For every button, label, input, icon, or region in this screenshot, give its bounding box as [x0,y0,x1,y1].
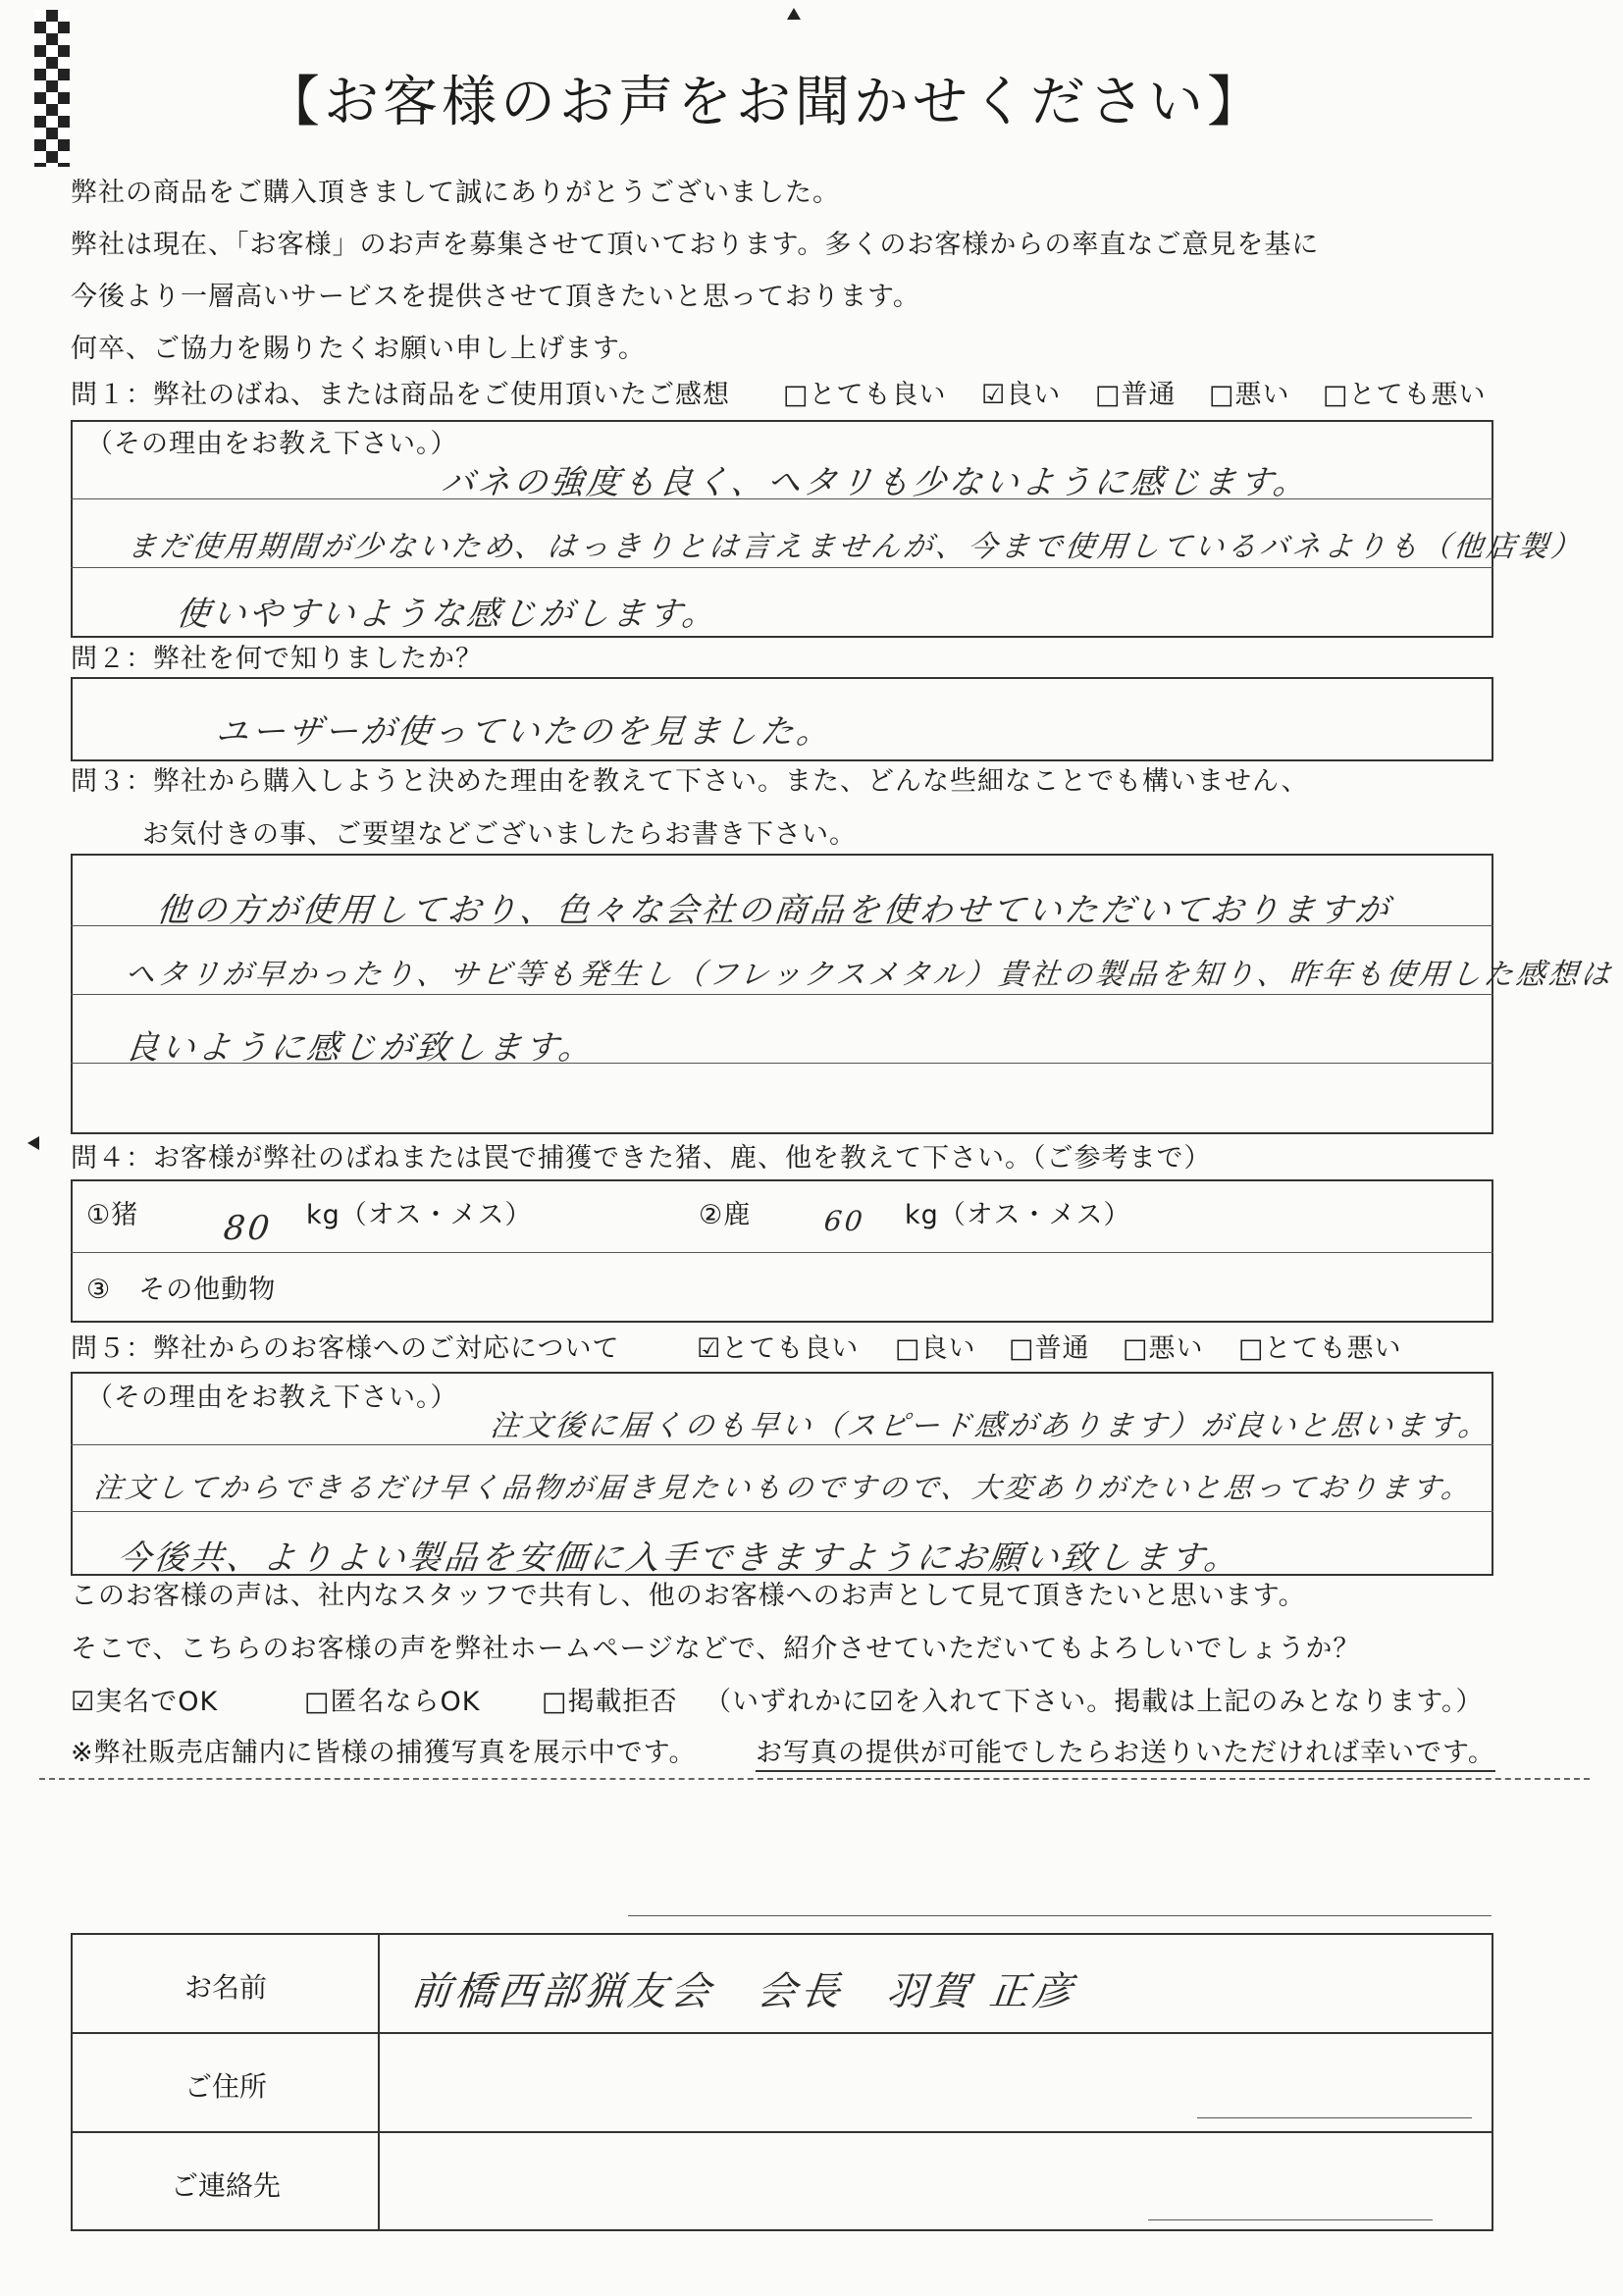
q3-question-line-2: お気付きの事、ご要望などございましたらお書き下さい。 [142,819,857,850]
consent-line-1: このお客様の声は、社内なスタッフで共有し、他のお客様へのお声として見て頂きたいと思います。 [71,1581,1306,1611]
q5-answer-line-2: 注文してからできるだけ早く品物が届き見たいものですので、大変ありがたいと思っております。 [92,1471,1475,1504]
intro-line-1: 弊社の商品をご購入頂きまして誠にありがとうございました。 [71,178,840,208]
q4-item2-unit: kg（オス・メス） [905,1200,1131,1230]
photo-note-prefix: ※弊社販売店舗内に皆様の捕獲写真を展示中です。 [71,1738,697,1768]
q5-option-very-good[interactable]: ☑とても良い [697,1333,860,1364]
consent-line-2: そこで、こちらのお客様の声を弊社ホームページなどで、紹介させていただいてもよろしいでしょうか？ [71,1634,1361,1664]
q3-question-line-1: 問３：弊社から購入しようと決めた理由を教えて下さい。また、どんな些細なことでも構いません、 [71,766,1309,797]
address-value[interactable] [393,2049,1472,2108]
intro-line-4: 何卒、ご協力を賜りたくお願い申し上げます。 [71,334,646,364]
q5-option-very-bad[interactable]: □とても悪い [1238,1333,1402,1364]
name-label: お名前 [183,1971,267,2004]
address-label: ご住所 [183,2070,267,2103]
top-registration-mark [787,8,801,20]
consent-option-real-name[interactable]: ☑実名でOK [71,1687,219,1717]
q2-answer: ユーザーが使っていたのを見ました。 [213,712,835,752]
consent-option-refuse[interactable]: □掲載拒否 [542,1687,678,1717]
q4-item1-weight: 80 [221,1209,275,1248]
q4-item2-label: ②鹿 [699,1200,752,1230]
contact-label: ご連絡先 [170,2169,281,2202]
checker-decoration [34,10,70,167]
q4-item1-label: ①猪 [86,1200,139,1230]
cut-line [39,1778,1590,1780]
consent-option-note: （いずれかに☑を入れて下さい。掲載は上記のみとなります。） [705,1687,1484,1717]
q5-answer-line-3: 今後共、よりよい製品を安価に入手できますようにお願い致します。 [115,1539,1243,1578]
q4-item3-label: ③ その他動物 [86,1275,277,1305]
q1-option-very-good[interactable]: □とても良い [783,380,947,410]
left-registration-mark [27,1136,39,1150]
q4-answer-box [71,1179,1493,1323]
q1-reason-label: （その理由をお教え下さい。） [86,429,458,459]
q5-option-good[interactable]: □良い [895,1333,976,1364]
q5-option-normal[interactable]: □普通 [1009,1333,1090,1364]
q1-option-bad[interactable]: □悪い [1209,380,1290,410]
q1-question: 問１：弊社のばね、または商品をご使用頂いたご感想 [71,380,730,410]
q2-question: 問２：弊社を何で知りましたか？ [71,644,483,674]
q5-option-bad[interactable]: □悪い [1123,1333,1204,1364]
q1-option-very-bad[interactable]: □とても悪い [1323,380,1487,410]
q1-answer-line-2: まだ使用期間が少ないため、はっきりとは言えませんが、今まで使用しているバネよりも（他店製） [125,530,1586,564]
q1-answer-line-1: バネの強度も良く、ヘタリも少ないように感じます。 [439,463,1312,502]
intro-line-2: 弊社は現在、「お客様」のお声を募集させて頂いております。多くのお客様からの率直なご意見を基に [71,230,1320,260]
q4-question: 問４：お客様が弊社のばねまたは罠で捕獲できた猪、鹿、他を教えて下さい。（ご参考まで） [71,1143,1212,1174]
q5-question: 問５：弊社からのお客様へのご対応について [71,1333,620,1364]
consent-option-anonymous[interactable]: □匿名ならOK [304,1687,481,1717]
q3-answer-line-3: 良いように感じが致します。 [123,1028,598,1068]
q4-item1-unit: kg（オス・メス） [306,1200,533,1230]
q1-option-good[interactable]: ☑良い [981,380,1062,410]
q5-answer-line-1: 注文後に届くのも早い（スピード感があります）が良いと思います。 [488,1409,1492,1443]
q3-answer-line-2: ヘタリが早かったり、サビ等も発生し（フレックスメタル）貴社の製品を知り、昨年も使用した感想は [123,958,1615,992]
intro-line-3: 今後より一層高いサービスを提供させて頂きたいと思っております。 [71,282,920,312]
page-title: 【お客様のお声をお聞かせください】 [265,71,1266,134]
name-value[interactable]: 前橋西部猟友会 会長 羽賀 正彦 [409,1969,1078,2014]
q1-answer-line-3: 使いやすいような感じがします。 [174,595,721,634]
q4-item2-weight: 60 [822,1205,867,1237]
q5-reason-label: （その理由をお教え下さい。） [86,1383,458,1413]
q1-option-normal[interactable]: □普通 [1095,380,1177,410]
contact-value[interactable] [393,2149,1472,2208]
q3-answer-line-1: 他の方が使用しており、色々な会社の商品を使わせていただいておりますが [154,891,1393,930]
photo-note-underlined: お写真の提供が可能でしたらお送りいただければ幸いです。 [756,1737,1495,1772]
